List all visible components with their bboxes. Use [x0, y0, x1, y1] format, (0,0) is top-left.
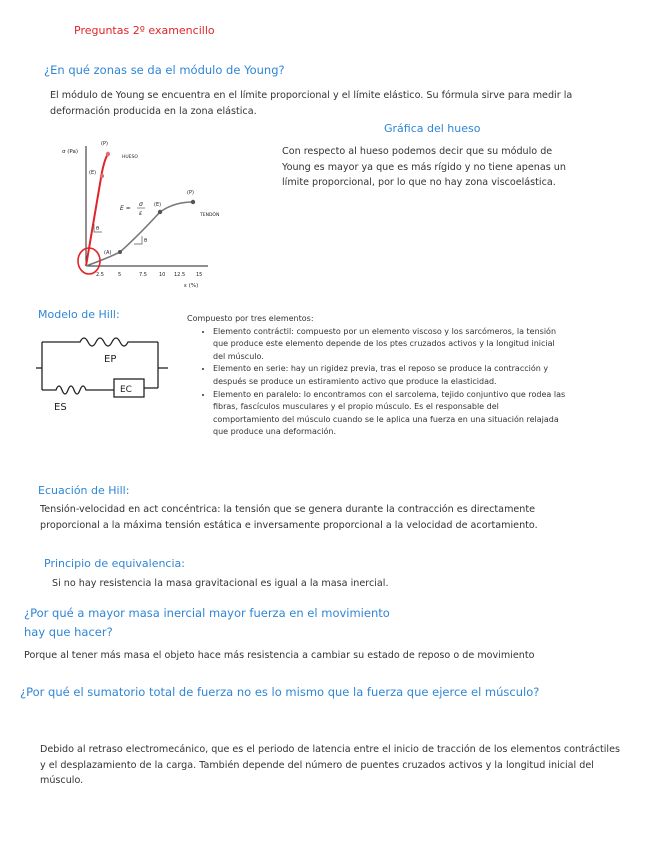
hill-model-title: Modelo de Hill:: [38, 308, 120, 321]
mass-answer: Porque al tener más masa el objeto hace más resistencia a cambiar su estado de reposo o de movimiento: [24, 650, 535, 661]
tendon-e-label: (E): [154, 202, 162, 208]
formula-epsilon: ε: [139, 210, 143, 217]
mass-question-line1: ¿Por qué a mayor masa inercial mayor fuerza en el movimiento: [24, 606, 390, 620]
bone-point-p: [106, 152, 110, 156]
mass-question-line2: hay que hacer?: [24, 625, 113, 639]
page-title: Preguntas 2º examencillo: [74, 24, 215, 37]
x-tick: 12.5: [174, 272, 186, 278]
ep-label: EP: [104, 354, 117, 365]
graph-title: Gráfica del hueso: [384, 122, 481, 135]
young-question: ¿En qué zonas se da el módulo de Young?: [44, 63, 285, 77]
list-item: • Elemento en paralelo: lo encontramos con el sarcolema, tejido conjuntivo que rodea las fibras, fascículos musculares y el propio músculo. Es el responsable del comportamiento del músculo cuando se le aplica una fuerza en una situación relajada que produce una deformación.: [213, 389, 567, 439]
bone-p-label: (P): [101, 141, 108, 147]
es-label: ES: [54, 402, 67, 413]
tendon-point-p: [191, 200, 195, 204]
young-answer: El módulo de Young se encuentra en el límite proporcional y el límite elástico. Su fórmula sirve para medir la deformación producida en la zona elástica.: [50, 90, 573, 117]
tendon-theta: θ: [144, 238, 148, 244]
hill-equation-text: Tensión-velocidad en act concéntrica: la tensión que se genera durante la contracción es directamente proporcional a la máxima tensión estática e inversamente proporcional a la velocidad de acortamiento.: [40, 504, 538, 531]
x-tick: 7.5: [139, 272, 147, 278]
bone-curve-label: HUESO: [122, 155, 138, 160]
y-axis-label: σ (Pa): [62, 149, 78, 155]
bone-theta: θ: [96, 226, 100, 232]
bone-e-label: (E): [89, 170, 97, 176]
hill-elements-list: [187, 326, 567, 439]
formula-sigma: σ: [139, 201, 143, 208]
formula-e: E =: [120, 205, 131, 212]
hill-model-intro: Compuesto por tres elementos:: [187, 314, 314, 323]
x-tick: 5: [118, 272, 122, 278]
force-question: ¿Por qué el sumatorio total de fuerza no es lo mismo que la fuerza que ejerce el músculo?: [20, 685, 540, 699]
hill-model-text: [187, 313, 567, 439]
hill-model-diagram: [34, 332, 184, 412]
list-item: • Elemento en serie: hay un rigidez previa, tras el reposo se produce la contracción y después se produce un estiramiento activo que produce la elasticidad.: [213, 363, 567, 388]
ec-label: EC: [120, 385, 132, 395]
equivalence-text: Si no hay resistencia la masa gravitacional es igual a la masa inercial.: [52, 578, 389, 589]
tendon-a-label: (A): [104, 250, 112, 256]
force-answer: Debido al retraso electromecánico, que es el periodo de latencia entre el inicio de tracción de los elementos contráctiles y el desplazamiento de la carga. También depende del número de puentes cruzados activos y la longitud inicial del músculo.: [40, 744, 620, 786]
graph-text: Con respecto al hueso podemos decir que su módulo de Young es mayor ya que es más rígido y no tiene apenas un límite proporcional, por lo que no hay zona viscoelástica.: [282, 146, 566, 188]
series-element-spring: [42, 386, 114, 394]
tendon-point-a: [118, 250, 122, 254]
list-item: • Elemento contráctil: compuesto por un elemento viscoso y los sarcómeros, la tensión que produce este elemento depende de los ptes cruzados activos y la longitud inicial del músculo.: [213, 326, 567, 364]
tendon-curve-label: TENDÓN: [200, 213, 220, 218]
x-tick: 2.5: [96, 272, 104, 278]
equivalence-title: Principio de equivalencia:: [44, 557, 185, 570]
tendon-point-e: [158, 210, 162, 214]
hill-equation-title: Ecuación de Hill:: [38, 484, 130, 497]
bone-point-e: [100, 174, 104, 178]
stress-strain-figure: [56, 136, 220, 296]
x-tick: 10: [159, 272, 166, 278]
x-tick: 15: [196, 272, 203, 278]
tendon-p-label: (P): [187, 190, 194, 196]
x-axis-label: ε (%): [184, 283, 199, 289]
parallel-element-spring: [42, 338, 158, 346]
